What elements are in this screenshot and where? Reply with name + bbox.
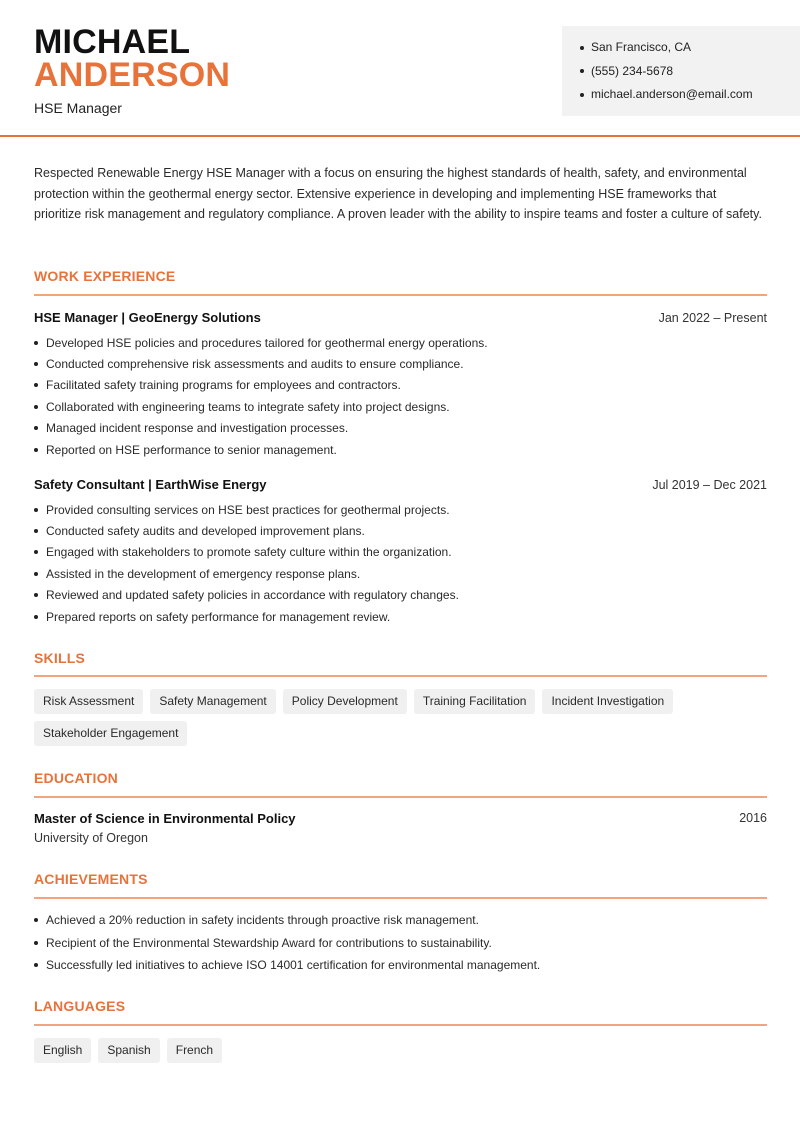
list-item [34, 563, 767, 584]
job-bullets [34, 332, 767, 460]
section-divider [34, 675, 767, 677]
bullet-dot-icon [34, 941, 38, 945]
bullet-dot-icon [34, 508, 38, 512]
list-item [34, 520, 767, 541]
job-role: HSE Manager | GeoEnergy Solutions [34, 310, 261, 325]
skill-tag: Incident Investigation [542, 689, 673, 714]
bullet-text: Achieved a 20% reduction in safety incidents through proactive risk management. [46, 913, 479, 928]
job-dates: Jan 2022 – Present [658, 311, 767, 325]
job-role: Safety Consultant | EarthWise Energy [34, 477, 267, 492]
resume-header [0, 0, 800, 137]
education-year: 2016 [739, 811, 767, 825]
list-item [34, 585, 767, 606]
list-item [34, 954, 767, 977]
contact-location-text: San Francisco, CA [591, 40, 692, 54]
bullet-dot-icon [34, 426, 38, 430]
job-header [34, 477, 767, 492]
skill-tag: Stakeholder Engagement [34, 721, 187, 746]
list-item [34, 542, 767, 563]
list-item [34, 606, 767, 627]
bullet-text: Reviewed and updated safety policies in accordance with regulatory changes. [46, 588, 459, 603]
contact-phone [580, 60, 800, 84]
section-title-education: EDUCATION [34, 770, 118, 786]
bullet-dot-icon [34, 362, 38, 366]
contact-box [562, 26, 800, 116]
job-bullets [34, 499, 767, 627]
list-item [34, 353, 767, 374]
bullet-text: Collaborated with engineering teams to integrate safety into project designs. [46, 399, 450, 414]
section-title-achievements: ACHIEVEMENTS [34, 871, 148, 887]
education-degree: Master of Science in Environmental Policy [34, 811, 296, 826]
list-item [34, 499, 767, 520]
skill-tag: Risk Assessment [34, 689, 143, 714]
bullet-text: Provided consulting services on HSE best practices for geothermal projects. [46, 502, 450, 517]
bullet-dot-icon [580, 93, 584, 97]
bullet-text: Facilitated safety training programs for employees and contractors. [46, 378, 401, 393]
bullet-dot-icon [34, 918, 38, 922]
language-tag: Spanish [98, 1038, 159, 1063]
section-title-languages: LANGUAGES [34, 998, 126, 1014]
bullet-dot-icon [34, 572, 38, 576]
bullet-dot-icon [34, 963, 38, 967]
section-title-work: WORK EXPERIENCE [34, 268, 176, 284]
bullet-dot-icon [34, 405, 38, 409]
contact-email-text[interactable]: michael.anderson@email.com [591, 87, 753, 101]
section-divider [34, 294, 767, 296]
first-name: MICHAEL [34, 23, 191, 61]
bullet-dot-icon [34, 341, 38, 345]
contact-phone-text: (555) 234-5678 [591, 63, 674, 78]
list-item [34, 439, 767, 460]
bullet-dot-icon [580, 69, 584, 73]
bullet-text: Successfully led initiatives to achieve ISO 14001 certification for environmental management. [46, 958, 541, 973]
section-title-skills: SKILLS [34, 650, 85, 666]
bullet-text: Reported on HSE performance to senior management. [46, 442, 337, 457]
bullet-text: Developed HSE policies and procedures tailored for geothermal energy operations. [46, 335, 488, 350]
bullet-text: Managed incident response and investigation processes. [46, 421, 349, 436]
bullet-dot-icon [34, 383, 38, 387]
bullet-text: Engaged with stakeholders to promote safety culture within the organization. [46, 545, 452, 560]
section-divider [34, 897, 767, 899]
bullet-dot-icon [34, 448, 38, 452]
list-item [34, 909, 767, 932]
contact-email[interactable] [580, 83, 800, 107]
list-item [34, 396, 767, 417]
bullet-text: Conducted safety audits and developed improvement plans. [46, 524, 365, 539]
skills-list [34, 689, 774, 746]
skill-tag: Training Facilitation [414, 689, 536, 714]
section-divider [34, 1024, 767, 1026]
list-item [34, 932, 767, 955]
job-title: HSE Manager [34, 100, 122, 116]
last-name: ANDERSON [34, 56, 231, 94]
bullet-text: Prepared reports on safety performance for management review. [46, 609, 391, 624]
bullet-text: Assisted in the development of emergency response plans. [46, 566, 361, 581]
job-dates: Jul 2019 – Dec 2021 [652, 478, 767, 492]
bullet-text: Recipient of the Environmental Stewardship Award for contributions to sustainability. [46, 935, 492, 950]
bullet-dot-icon [34, 550, 38, 554]
bullet-text: Conducted comprehensive risk assessments and audits to ensure compliance. [46, 357, 464, 372]
language-tag: French [167, 1038, 222, 1063]
list-item [34, 332, 767, 353]
skill-tag: Policy Development [283, 689, 407, 714]
languages-list [34, 1038, 774, 1063]
professional-summary: Respected Renewable Energy HSE Manager with a focus on ensuring the highest standards of health, safety, and environmental protection within the geothermal energy sector. Extensive experience in developing and implementing HSE frameworks that prioritize risk management and regulatory compliance. A proven leader with the ability to inspire teams and foster a culture of safety. [34, 166, 762, 222]
bullet-dot-icon [34, 615, 38, 619]
language-tag: English [34, 1038, 91, 1063]
bullet-dot-icon [580, 46, 584, 50]
skill-tag: Safety Management [150, 689, 275, 714]
bullet-dot-icon [34, 529, 38, 533]
education-school: University of Oregon [34, 831, 148, 845]
job-header [34, 310, 767, 325]
section-divider [34, 796, 767, 798]
achievements-list [34, 909, 767, 977]
list-item [34, 375, 767, 396]
list-item [34, 418, 767, 439]
contact-location [580, 36, 800, 60]
bullet-dot-icon [34, 593, 38, 597]
